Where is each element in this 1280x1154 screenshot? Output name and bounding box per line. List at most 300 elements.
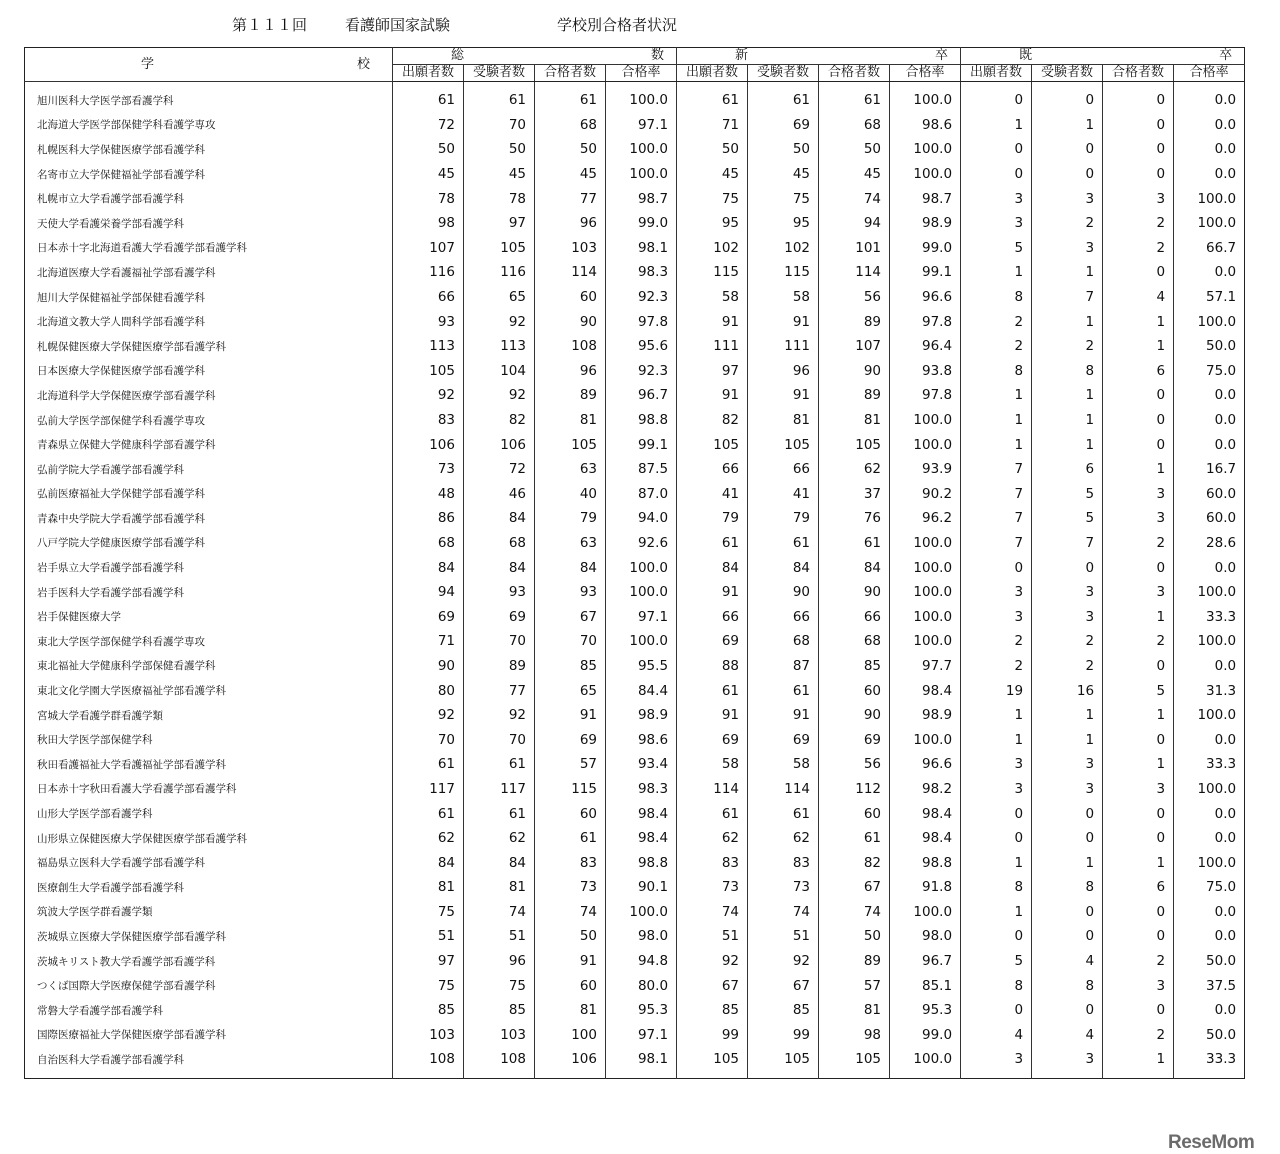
count-cell: 37: [819, 482, 890, 507]
pass-rate-cell: 0.0: [1174, 555, 1245, 580]
count-cell: 61: [677, 678, 748, 703]
pass-rate-cell: 100.0: [1174, 211, 1245, 236]
pass-rate-cell: 95.6: [606, 334, 677, 359]
count-cell: 67: [819, 875, 890, 900]
count-cell: 84: [393, 555, 464, 580]
count-cell: 77: [464, 678, 535, 703]
count-cell: 111: [677, 334, 748, 359]
pass-rate-cell: 91.8: [890, 875, 961, 900]
count-cell: 4: [1032, 949, 1103, 974]
count-cell: 107: [819, 334, 890, 359]
table-row: [25, 924, 1245, 949]
pass-rate-cell: 0.0: [1174, 900, 1245, 925]
count-cell: 1: [1032, 408, 1103, 433]
count-cell: 0: [1103, 408, 1174, 433]
count-cell: 4: [1103, 285, 1174, 310]
pass-rate-cell: 97.1: [606, 604, 677, 629]
count-cell: 92: [464, 383, 535, 408]
count-cell: 74: [535, 900, 606, 925]
count-cell: 0: [1032, 137, 1103, 162]
pass-rate-cell: 0.0: [1174, 727, 1245, 752]
pass-rate-cell: 98.7: [890, 186, 961, 211]
count-cell: 58: [748, 285, 819, 310]
pass-rate-cell: 75.0: [1174, 875, 1245, 900]
count-cell: 68: [535, 113, 606, 138]
count-cell: 2: [1032, 211, 1103, 236]
pass-rate-cell: 33.3: [1174, 1047, 1245, 1078]
count-cell: 69: [677, 727, 748, 752]
count-cell: 3: [1032, 186, 1103, 211]
pass-rate-cell: 100.0: [890, 580, 961, 605]
count-cell: 94: [393, 580, 464, 605]
pass-rate-cell: 60.0: [1174, 482, 1245, 507]
count-cell: 70: [464, 113, 535, 138]
count-cell: 1: [1032, 260, 1103, 285]
count-cell: 0: [1103, 137, 1174, 162]
count-cell: 85: [677, 998, 748, 1023]
count-cell: 92: [677, 949, 748, 974]
count-cell: 45: [677, 162, 748, 187]
count-cell: 74: [819, 186, 890, 211]
school-name: 札幌市立大学看護学部看護学科: [37, 193, 184, 206]
pass-rate-cell: 96.7: [890, 949, 961, 974]
school-name: 福島県立医科大学看護学部看護学科: [37, 857, 205, 870]
count-cell: 70: [393, 727, 464, 752]
count-cell: 115: [748, 260, 819, 285]
school-name: 日本医療大学保健医療学部看護学科: [37, 365, 205, 378]
count-cell: 0: [1103, 113, 1174, 138]
table-row: [25, 82, 1245, 113]
school-name: 日本赤十字秋田看護大学看護学部看護学科: [37, 783, 237, 796]
count-cell: 58: [677, 752, 748, 777]
count-cell: 92: [748, 949, 819, 974]
pass-rate-cell: 90.1: [606, 875, 677, 900]
table-row: [25, 236, 1245, 261]
count-cell: 83: [748, 850, 819, 875]
pass-rate-cell: 100.0: [1174, 850, 1245, 875]
pass-rate-cell: 100.0: [890, 162, 961, 187]
count-cell: 0: [961, 924, 1032, 949]
table-row: [25, 678, 1245, 703]
pass-rate-cell: 37.5: [1174, 973, 1245, 998]
pass-rate-cell: 93.4: [606, 752, 677, 777]
pass-rate-cell: 94.0: [606, 506, 677, 531]
results-table: [24, 47, 1245, 1079]
count-cell: 95: [748, 211, 819, 236]
count-cell: 50: [677, 137, 748, 162]
count-cell: 97: [464, 211, 535, 236]
table-row: [25, 137, 1245, 162]
pass-rate-cell: 97.8: [890, 383, 961, 408]
count-cell: 66: [748, 604, 819, 629]
pass-rate-cell: 100.0: [890, 1047, 961, 1078]
count-cell: 1: [961, 432, 1032, 457]
school-name: 宮城大学看護学群看護学類: [37, 709, 163, 722]
pass-rate-cell: 50.0: [1174, 1023, 1245, 1048]
count-cell: 113: [464, 334, 535, 359]
count-cell: 81: [748, 408, 819, 433]
pass-rate-cell: 0.0: [1174, 383, 1245, 408]
count-cell: 4: [961, 1023, 1032, 1048]
count-cell: 1: [961, 383, 1032, 408]
count-cell: 41: [748, 482, 819, 507]
table-row: [25, 408, 1245, 433]
count-cell: 84: [748, 555, 819, 580]
table-row: [25, 850, 1245, 875]
count-cell: 50: [393, 137, 464, 162]
count-cell: 0: [1032, 82, 1103, 113]
school-name: 天使大学看護栄養学部看護学科: [37, 217, 184, 230]
count-cell: 60: [535, 801, 606, 826]
count-cell: 106: [464, 432, 535, 457]
pass-rate-cell: 100.0: [890, 408, 961, 433]
pass-rate-cell: 98.1: [606, 236, 677, 261]
count-cell: 1: [1103, 1047, 1174, 1078]
pass-rate-cell: 87.5: [606, 457, 677, 482]
count-cell: 114: [535, 260, 606, 285]
table-row: [25, 973, 1245, 998]
count-cell: 19: [961, 678, 1032, 703]
pass-rate-cell: 96.6: [890, 285, 961, 310]
count-cell: 85: [393, 998, 464, 1023]
pass-rate-cell: 100.0: [606, 82, 677, 113]
count-cell: 84: [464, 555, 535, 580]
count-cell: 2: [1032, 654, 1103, 679]
school-name: 北海道医療大学看護福祉学部看護学科: [37, 266, 216, 279]
count-cell: 61: [677, 531, 748, 556]
pass-rate-cell: 95.3: [606, 998, 677, 1023]
count-cell: 74: [748, 900, 819, 925]
group-header-total: 総 数: [393, 48, 677, 65]
count-cell: 105: [748, 432, 819, 457]
count-cell: 45: [748, 162, 819, 187]
count-cell: 2: [961, 654, 1032, 679]
count-cell: 6: [1103, 359, 1174, 384]
count-cell: 8: [961, 359, 1032, 384]
count-cell: 95: [677, 211, 748, 236]
count-cell: 116: [393, 260, 464, 285]
count-cell: 1: [961, 113, 1032, 138]
table-row: [25, 309, 1245, 334]
table-row: [25, 432, 1245, 457]
count-cell: 101: [819, 236, 890, 261]
count-cell: 0: [1032, 801, 1103, 826]
count-cell: 82: [464, 408, 535, 433]
table-row: [25, 777, 1245, 802]
count-cell: 105: [393, 359, 464, 384]
pass-rate-cell: 100.0: [890, 604, 961, 629]
count-cell: 3: [1032, 236, 1103, 261]
table-row: [25, 703, 1245, 728]
pass-rate-cell: 28.6: [1174, 531, 1245, 556]
count-cell: 75: [393, 973, 464, 998]
school-name: 常磐大学看護学部看護学科: [37, 1004, 163, 1017]
count-cell: 8: [1032, 875, 1103, 900]
count-cell: 1: [1103, 334, 1174, 359]
school-name: 岩手県立大学看護学部看護学科: [37, 562, 184, 575]
count-cell: 71: [677, 113, 748, 138]
count-cell: 61: [819, 531, 890, 556]
count-cell: 85: [464, 998, 535, 1023]
count-cell: 0: [961, 137, 1032, 162]
school-name: 秋田大学医学部保健学科: [37, 734, 153, 747]
count-cell: 0: [1103, 801, 1174, 826]
sub-header: 出願者数: [961, 65, 1032, 82]
count-cell: 96: [535, 359, 606, 384]
count-cell: 84: [677, 555, 748, 580]
table-row: [25, 580, 1245, 605]
pass-rate-cell: 93.8: [890, 359, 961, 384]
count-cell: 3: [961, 777, 1032, 802]
count-cell: 84: [464, 506, 535, 531]
count-cell: 3: [1032, 1047, 1103, 1078]
count-cell: 66: [748, 457, 819, 482]
count-cell: 78: [464, 186, 535, 211]
count-cell: 61: [748, 82, 819, 113]
group-header-prev-grad: 既 卒: [961, 48, 1245, 65]
pass-rate-cell: 85.1: [890, 973, 961, 998]
school-name: 医療創生大学看護学部看護学科: [37, 881, 184, 894]
count-cell: 0: [961, 826, 1032, 851]
count-cell: 61: [393, 82, 464, 113]
school-name: 名寄市立大学保健福祉学部看護学科: [37, 168, 205, 181]
count-cell: 69: [819, 727, 890, 752]
count-cell: 48: [393, 482, 464, 507]
count-cell: 1: [1032, 432, 1103, 457]
count-cell: 0: [1032, 826, 1103, 851]
count-cell: 3: [961, 186, 1032, 211]
count-cell: 75: [677, 186, 748, 211]
count-cell: 2: [1103, 531, 1174, 556]
pass-rate-cell: 92.6: [606, 531, 677, 556]
table-row: [25, 186, 1245, 211]
count-cell: 77: [535, 186, 606, 211]
count-cell: 75: [748, 186, 819, 211]
sub-header: 出願者数: [393, 65, 464, 82]
count-cell: 85: [819, 654, 890, 679]
count-cell: 81: [535, 408, 606, 433]
count-cell: 86: [393, 506, 464, 531]
count-cell: 102: [748, 236, 819, 261]
count-cell: 69: [464, 604, 535, 629]
count-cell: 61: [393, 752, 464, 777]
sub-header: 受験者数: [748, 65, 819, 82]
school-name: 東北大学医学部保健学科看護学専攻: [37, 635, 205, 648]
school-header-b: 校: [356, 56, 370, 72]
count-cell: 1: [1032, 309, 1103, 334]
count-cell: 7: [961, 457, 1032, 482]
count-cell: 96: [535, 211, 606, 236]
table-row: [25, 998, 1245, 1023]
count-cell: 62: [819, 457, 890, 482]
table-row: [25, 457, 1245, 482]
count-cell: 112: [819, 777, 890, 802]
count-cell: 66: [819, 604, 890, 629]
count-cell: 1: [961, 408, 1032, 433]
pass-rate-cell: 97.1: [606, 1023, 677, 1048]
count-cell: 90: [819, 359, 890, 384]
count-cell: 74: [819, 900, 890, 925]
school-column-header: [25, 48, 393, 82]
count-cell: 50: [748, 137, 819, 162]
school-name: 弘前大学医学部保健学科看護学専攻: [37, 414, 205, 427]
count-cell: 41: [677, 482, 748, 507]
count-cell: 62: [748, 826, 819, 851]
count-cell: 61: [464, 801, 535, 826]
count-cell: 1: [961, 703, 1032, 728]
count-cell: 1: [961, 850, 1032, 875]
count-cell: 7: [961, 506, 1032, 531]
count-cell: 61: [464, 752, 535, 777]
count-cell: 69: [535, 727, 606, 752]
count-cell: 2: [961, 309, 1032, 334]
pass-rate-cell: 98.6: [606, 727, 677, 752]
count-cell: 68: [819, 113, 890, 138]
count-cell: 0: [1103, 727, 1174, 752]
count-cell: 94: [819, 211, 890, 236]
pass-rate-cell: 33.3: [1174, 604, 1245, 629]
pass-rate-cell: 100.0: [890, 432, 961, 457]
count-cell: 84: [535, 555, 606, 580]
pass-rate-cell: 96.6: [890, 752, 961, 777]
count-cell: 0: [1103, 383, 1174, 408]
count-cell: 68: [819, 629, 890, 654]
pass-rate-cell: 98.7: [606, 186, 677, 211]
school-name: 弘前医療福祉大学保健学部看護学科: [37, 488, 205, 501]
count-cell: 2: [1103, 211, 1174, 236]
count-cell: 85: [748, 998, 819, 1023]
school-name: つくば国際大学医療保健学部看護学科: [37, 980, 216, 993]
count-cell: 1: [961, 727, 1032, 752]
count-cell: 2: [961, 334, 1032, 359]
count-cell: 61: [535, 82, 606, 113]
count-cell: 7: [1032, 285, 1103, 310]
count-cell: 91: [748, 309, 819, 334]
pass-rate-cell: 31.3: [1174, 678, 1245, 703]
count-cell: 50: [819, 924, 890, 949]
count-cell: 1: [961, 260, 1032, 285]
count-cell: 0: [1103, 826, 1174, 851]
count-cell: 62: [677, 826, 748, 851]
count-cell: 50: [535, 137, 606, 162]
count-cell: 81: [464, 875, 535, 900]
count-cell: 105: [748, 1047, 819, 1078]
count-cell: 0: [1103, 900, 1174, 925]
table-row: [25, 334, 1245, 359]
count-cell: 1: [1103, 604, 1174, 629]
count-cell: 56: [819, 752, 890, 777]
count-cell: 87: [748, 654, 819, 679]
pass-rate-cell: 87.0: [606, 482, 677, 507]
count-cell: 100: [535, 1023, 606, 1048]
count-cell: 108: [464, 1047, 535, 1078]
count-cell: 81: [819, 408, 890, 433]
school-name: 北海道大学医学部保健学科看護学専攻: [37, 119, 216, 132]
count-cell: 61: [748, 678, 819, 703]
count-cell: 91: [535, 949, 606, 974]
pass-rate-cell: 98.8: [890, 850, 961, 875]
exam-round: 第１１１回: [232, 16, 308, 34]
pass-rate-cell: 100.0: [890, 531, 961, 556]
count-cell: 98: [819, 1023, 890, 1048]
count-cell: 105: [535, 432, 606, 457]
pass-rate-cell: 98.9: [606, 703, 677, 728]
pass-rate-cell: 50.0: [1174, 334, 1245, 359]
count-cell: 91: [748, 383, 819, 408]
count-cell: 75: [393, 900, 464, 925]
count-cell: 60: [535, 285, 606, 310]
count-cell: 81: [535, 998, 606, 1023]
count-cell: 66: [677, 604, 748, 629]
count-cell: 83: [677, 850, 748, 875]
pass-rate-cell: 100.0: [1174, 629, 1245, 654]
count-cell: 82: [677, 408, 748, 433]
pass-rate-cell: 0.0: [1174, 82, 1245, 113]
count-cell: 7: [961, 482, 1032, 507]
count-cell: 106: [393, 432, 464, 457]
count-cell: 65: [464, 285, 535, 310]
school-name: 国際医療福祉大学保健医療学部看護学科: [37, 1029, 226, 1042]
table-row: [25, 260, 1245, 285]
count-cell: 0: [1103, 432, 1174, 457]
table-row: [25, 531, 1245, 556]
count-cell: 62: [464, 826, 535, 851]
count-cell: 0: [1032, 998, 1103, 1023]
count-cell: 1: [1032, 850, 1103, 875]
count-cell: 58: [677, 285, 748, 310]
pass-rate-cell: 99.1: [890, 260, 961, 285]
count-cell: 58: [748, 752, 819, 777]
sub-header: 合格者数: [819, 65, 890, 82]
pass-rate-cell: 100.0: [890, 900, 961, 925]
count-cell: 3: [1032, 580, 1103, 605]
count-cell: 0: [961, 82, 1032, 113]
count-cell: 99: [677, 1023, 748, 1048]
count-cell: 70: [464, 629, 535, 654]
count-cell: 84: [819, 555, 890, 580]
count-cell: 61: [748, 801, 819, 826]
count-cell: 1: [1103, 457, 1174, 482]
count-cell: 16: [1032, 678, 1103, 703]
count-cell: 3: [1032, 604, 1103, 629]
count-cell: 103: [535, 236, 606, 261]
pass-rate-cell: 60.0: [1174, 506, 1245, 531]
school-name: 八戸学院大学健康医療学部看護学科: [37, 537, 205, 550]
table-row: [25, 113, 1245, 138]
count-cell: 68: [464, 531, 535, 556]
table-row: [25, 727, 1245, 752]
count-cell: 8: [1032, 973, 1103, 998]
school-name: 筑波大学医学群看護学類: [37, 906, 153, 919]
count-cell: 76: [819, 506, 890, 531]
pass-rate-cell: 100.0: [606, 629, 677, 654]
count-cell: 85: [535, 654, 606, 679]
count-cell: 92: [464, 309, 535, 334]
pass-rate-cell: 99.1: [606, 432, 677, 457]
count-cell: 108: [535, 334, 606, 359]
table-row: [25, 162, 1245, 187]
count-cell: 63: [535, 457, 606, 482]
count-cell: 89: [819, 949, 890, 974]
count-cell: 61: [393, 801, 464, 826]
count-cell: 105: [464, 236, 535, 261]
count-cell: 3: [961, 211, 1032, 236]
count-cell: 91: [748, 703, 819, 728]
count-cell: 6: [1032, 457, 1103, 482]
school-name: 岩手保健医療大学: [37, 611, 121, 624]
count-cell: 72: [464, 457, 535, 482]
count-cell: 117: [464, 777, 535, 802]
